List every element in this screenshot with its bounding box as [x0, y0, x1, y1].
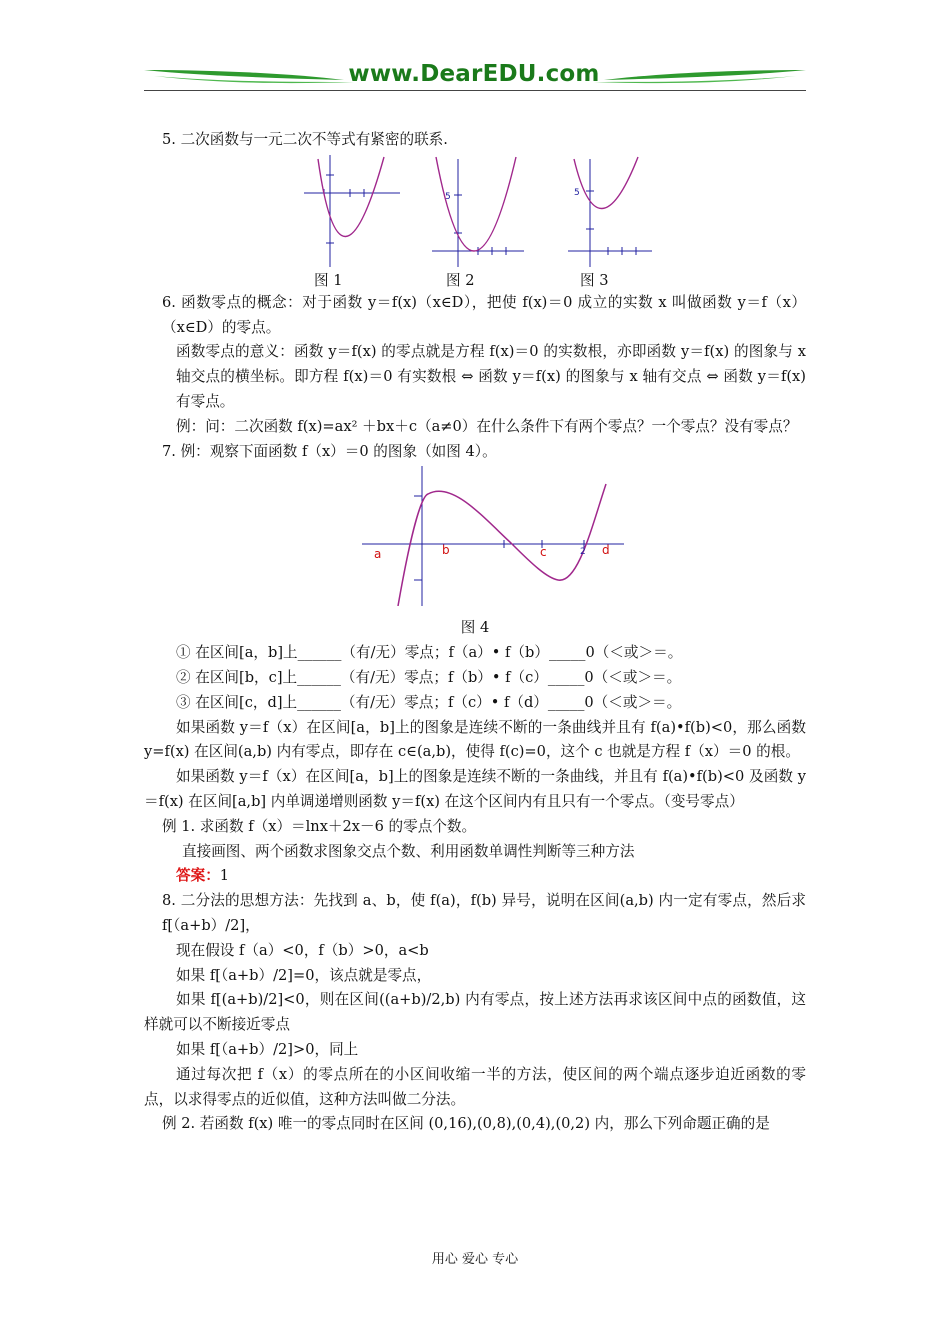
header-divider: [144, 90, 806, 91]
section7-item-3: ③ 在区间[c，d]上______（有/无）零点；f（c）• f（d）_____0（＜或＞＝。: [176, 693, 682, 711]
section7-item-1: ① 在区间[a，b]上______（有/无）零点；f（a）• f（b）_____0（＜或＞＝。: [176, 644, 683, 662]
figure-4-label-d: d: [602, 543, 610, 558]
figure-2-caption: 图 2: [446, 271, 475, 289]
figure-1-curve: [318, 157, 384, 237]
figure-1-parabola: [304, 155, 400, 267]
figure-4-container: [144, 466, 806, 616]
section7-intro: 7. 例：观察下面函数 f（x）＝0 的图象（如图 4）。: [162, 442, 497, 460]
figure-3-tick-label: 5: [574, 187, 580, 198]
site-logo: www.DearEDU.com: [348, 61, 600, 87]
section7-theorem-2: 如果函数 y＝f（x）在区间[a，b]上的图象是连续不断的一条曲线，并且有 f(a)•f(b)<0 及函数 y＝f(x) 在区间[a,b] 内单调递增则函数 y＝f(x) 在这个区间内有且只有一个零点。（变号零点）: [144, 768, 806, 810]
section5-text: 5. 二次函数与一元二次不等式有紧密的联系.: [162, 131, 448, 148]
section6-example: 例：问：二次函数 f(x)=ax² ＋bx＋c（a≠0）在什么条件下有两个零点？一个零点？没有零点？: [176, 417, 798, 435]
section8-summary: 通过每次把 f（x）的零点所在的小区间收缩一半的方法，使区间的两个端点逐步迫近函数的零点，以求得零点的近似值，这种方法叫做二分法。: [144, 1065, 806, 1108]
section8-bisection-intro: 8. 二分法的思想方法：先找到 a、b，使 f(a)，f(b) 异号，说明在区间(a,b) 内一定有零点，然后求 f[（a+b）/2]，: [162, 892, 806, 934]
section7-theorem-1: 如果函数 y＝f（x）在区间[a，b]上的图象是连续不断的一条曲线并且有 f(a)•f(b)<0，那么函数 y=f(x) 在区间(a,b) 内有零点，即存在 c∈(a,b)，使得 f(c)=0，这个 c 也就是方程 f（x）＝0 的根。: [144, 718, 806, 761]
example-2: 例 2. 若函数 f(x) 唯一的零点同时在区间 (0,16),(0,8),(0,4),(0,2) 内，那么下列命题正确的是: [162, 1115, 770, 1133]
figure-3-curve: [574, 157, 638, 209]
section6-definition: 6. 函数零点的概念：对于函数 y＝f(x)（x∈D），把使 f(x)＝0 成立的实数 x 叫做函数 y＝f（x）（x∈D）的零点。: [162, 293, 806, 336]
figures-1-3: [144, 155, 806, 291]
figure-4-label-a: a: [374, 547, 382, 562]
example-1: 例 1. 求函数 f（x）＝lnx＋2x－6 的零点个数。: [162, 817, 477, 835]
right-swoosh: [604, 70, 806, 80]
figure-4-cubic: [362, 466, 632, 606]
section8-case-3: 如果 f[（a+b）/2]>0，同上: [176, 1040, 359, 1058]
section8-assumption: 现在假设 f（a）<0，f（b）>0，a<b: [176, 941, 429, 959]
left-swoosh: [144, 70, 344, 80]
section8-case-1: 如果 f[（a+b）/2]=0，该点就是零点，: [176, 966, 432, 984]
right-swoosh-2: [594, 76, 796, 83]
section7-item-2: ② 在区间[b，c]上______（有/无）零点；f（b）• f（c）_____0（＜或＞＝。: [176, 668, 682, 686]
figure-2-tick-label: 5: [445, 191, 451, 202]
figure-1-caption: 图 1: [314, 271, 343, 289]
figure-2-parabola: [432, 155, 524, 267]
figure-2-curve: [436, 157, 516, 251]
section6-meaning: 函数零点的意义：函数 y＝f(x) 的零点就是方程 f(x)＝0 的实数根，亦即函数 y＝f(x) 的图象与 x 轴交点的横坐标。即方程 f(x)＝0 有实数根 ⇔ 函数 y＝f(x) 的图象与 x 轴有交点 ⇔ 函数 y＝f(x) 有零点。: [176, 343, 806, 410]
figure-4-caption: 图 4: [460, 619, 490, 637]
figure-4-label-b: b: [442, 543, 450, 558]
example-1-methods: 直接画图、两个函数求图象交点个数、利用函数单调性判断等三种方法: [182, 842, 635, 860]
figure-3-caption: 图 3: [580, 271, 609, 289]
page-footer: 用心 爱心 专心: [431, 1252, 519, 1267]
answer-label: 答案：: [176, 867, 220, 885]
main-content: [144, 128, 806, 1137]
figure-3-parabola: [568, 155, 652, 267]
figure-4-label-2: 2: [580, 547, 586, 558]
example-1-answer: [144, 864, 806, 889]
figure-4-curve: [398, 484, 606, 606]
figure-4-label-c: c: [540, 545, 547, 560]
answer-value: 1: [219, 867, 230, 885]
section8-case-2: 如果 f[(a+b)/2]<0，则在区间((a+b)/2,b) 内有零点，按上述方法再求该区间中点的函数值，这样就可以不断接近零点: [144, 991, 806, 1034]
